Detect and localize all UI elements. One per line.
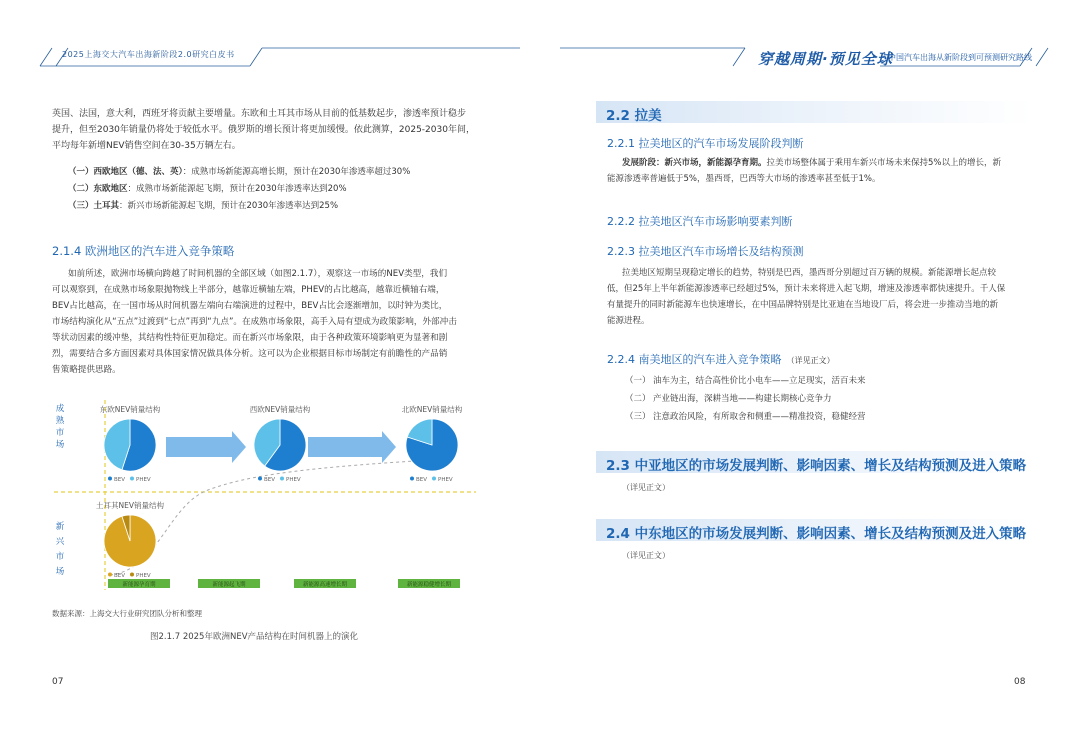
paragraph-2-2-1 [607,155,1042,187]
legend-phev: PHEV [136,573,151,579]
time-machine-figure [48,395,478,600]
row-label-char: 市 [55,428,65,438]
intro-line: 提升，但至2030年销量仍将处于较低水平。俄罗斯的增长预计将更加缓慢。依此测算，2025-2030年间， [52,125,475,135]
source-note: 数据来源：上海交大行业研究团队分析和整理 [52,609,202,618]
para-line [622,155,1042,171]
heading-2-2-3: 2.2.3 拉美地区汽车市场增长及结构预测 [607,245,804,258]
strategy-item [625,408,866,426]
page-number-left: 07 [52,677,64,687]
row-label-char: 场 [55,440,65,450]
section-paragraph [52,266,542,378]
heading-2-2-4 [607,348,835,367]
legend-dot-bev [410,477,414,481]
para-line: 市场结构演化从“五点”过渡到“七点”再到“九点”。在成熟市场象限，高手入局有望成为政策影响，外部冲击 [52,317,457,327]
note-2-4: （详见正文） [622,551,670,560]
forecast-text: ：成熟市场新能源起飞期，预计在2030年渗透率达到20% [127,184,347,194]
stage-label: 新能源稳健增长期 [406,582,452,588]
legend-bev: BEV [114,477,126,483]
row-label-char: 成 [55,404,65,414]
figure-caption: 图2.1.7 2025年欧洲NEV产品结构在时间机器上的演化 [150,632,359,642]
header-decoration [0,0,1080,80]
strategy-text: 产业链出海，深耕当地——构建长期核心竞争力 [653,394,832,404]
legend-phev: PHEV [136,477,151,483]
forecast-list [68,164,410,215]
forecast-label: （二）东欧地区 [68,184,128,194]
progression-arrow [166,431,246,463]
section-title-2-3: 2.3 中亚地区的市场发展判断、影响因素、增长及结构预测及进入策略 [606,458,1027,474]
pie-title: 土耳其NEV销量结构 [96,501,164,510]
para-line: 能源渗透率普遍低于5%，墨西哥，巴西等大市场的渗透率甚至低于1%。 [607,174,881,184]
para-line: 拉美地区短期呈现稳定增长的趋势，特别是巴西，墨西哥分别超过百万辆的规模。新能源增长起点较 [622,268,997,278]
para-line: 售策略提供思路。 [52,365,121,375]
legend-dot-phev [280,477,284,481]
section-title-2-2: 2.2 拉美 [606,108,662,124]
header-right-title: 中国汽车出海从新阶段到可预测研究路线 [888,53,1032,62]
row-label-char: 市 [55,552,65,562]
pie-title: 西欧NEV销量结构 [249,405,311,414]
progression-arrow [308,431,396,463]
legend-bev: BEV [114,573,126,579]
legend-phev: PHEV [438,477,453,483]
legend-dot-phev [432,477,436,481]
row-label-char: 场 [55,567,65,577]
stage-lead: 发展阶段：新兴市场，新能源孕育期。 [622,158,767,168]
legend-dot-bev [258,477,262,481]
para-line: 能源进程。 [607,316,650,326]
strategy-text: 油车为主，结合高性价比小电车——立足现实，活百未来 [653,376,866,386]
page-number-right: 08 [1014,677,1026,687]
strategy-text: 注意政治风险，有所取舍和侧重——精准投资，稳健经营 [653,412,866,422]
para-line: BEV占比越高，在一国市场从时间机器左端向右端演进的过程中，BEV占比会逐渐增加，以时钟为类比， [52,301,448,311]
strategy-num: （一） [625,376,651,386]
paragraph-2-2-3 [607,265,1037,329]
header-brand-logo: 穿越周期·预见全球 [758,50,893,68]
intro-line: 平均每年新增NEV销售空间在30-35万辆左右。 [52,141,241,151]
stage-label: 新能源高速增长期 [302,582,348,588]
strategy-item [625,390,866,408]
strategy-list [625,372,866,426]
para-line: 有量提升的同时新能源车也快速增长，在中国品牌特别是比亚迪在当地设厂后，将会进一步推动当地的新 [607,300,999,310]
section-title-2-4: 2.4 中东地区的市场发展判断、影响因素、增长及结构预测及进入策略 [606,526,1027,542]
legend-dot-bev [108,477,112,481]
para-text: 拉美市场整体属于乘用车新兴市场未来保持5%以上的增长，新 [766,158,1002,168]
heading-2-2-2: 2.2.2 拉美地区汽车市场影响要素判断 [607,215,793,228]
strategy-num: （二） [625,394,651,404]
section-title-2-1-4: 2.1.4 欧洲地区的汽车进入竞争策略 [52,244,235,258]
legend-dot-phev [130,573,134,577]
para-line: 等状动因素的缓冲垫，其结构性特征更加稳定。而在新兴市场象限，由于各种政策环境影响更为显著和剧 [52,333,448,343]
heading-2-2-4-note: （详见正文） [786,356,835,365]
note-2-3: （详见正文） [622,483,670,492]
para-line: 烈，需要结合多方面因素对具体国家情况做具体分析。这可以为企业根据目标市场制定有前瞻性的产品销 [52,349,448,359]
forecast-item [68,164,410,181]
para-line: 可以观察到，在成熟市场象限抛物线上半部分，越靠近横轴左端，PHEV的占比越高，越靠近横轴右端， [52,285,445,295]
row-label-char: 新 [55,522,65,532]
intro-paragraph [52,106,532,154]
legend-dot-bev [108,573,112,577]
row-label-char: 兴 [55,537,65,547]
legend-dot-phev [130,477,134,481]
legend-phev: PHEV [286,477,301,483]
forecast-text: ：新兴市场新能源起飞期，预计在2030年渗透率达到25% [119,201,339,211]
intro-line: 英国、法国，意大利，西班牙将贡献主要增量。东欧和土耳其市场从目前的低基数起步，渗透率预计稳步 [52,109,467,119]
forecast-label: （一）西欧地区（德、法、英） [68,167,183,177]
legend-bev: BEV [416,477,428,483]
heading-2-2-4-title: 2.2.4 南美地区的汽车进入竞争策略 [607,353,782,366]
pie-title: 北欧NEV销量结构 [401,405,463,414]
header-left-title: 2025上海交大汽车出海新阶段2.0研究白皮书 [62,50,235,59]
strategy-num: （三） [625,412,651,422]
evolution-curve [110,459,448,575]
legend-bev: BEV [264,477,276,483]
stage-label: 新能源孕育期 [122,582,156,588]
pie-title: 东欧NEV销量结构 [99,405,161,414]
row-label-char: 熟 [55,416,65,426]
stage-label: 新能源起飞期 [212,582,246,588]
forecast-label: （三）土耳其 [68,201,120,211]
strategy-item [625,372,866,390]
para-line: 低，但25年上半年新能源渗透率已经超过5%，预计未来将进入起飞期，增速及渗透率都快速提升。千人保 [607,284,1006,294]
forecast-text: ：成熟市场新能源高增长期，预计在2030年渗透率超过30% [182,167,411,177]
forecast-item [68,181,410,198]
para-line: 如前所述，欧洲市场横向跨越了时间机器的全部区域（如图2.1.7），观察这一市场的NEV类型，我们 [68,269,448,279]
heading-2-2-1: 2.2.1 拉美地区的汽车市场发展阶段判断 [607,137,804,150]
forecast-item [68,198,410,215]
